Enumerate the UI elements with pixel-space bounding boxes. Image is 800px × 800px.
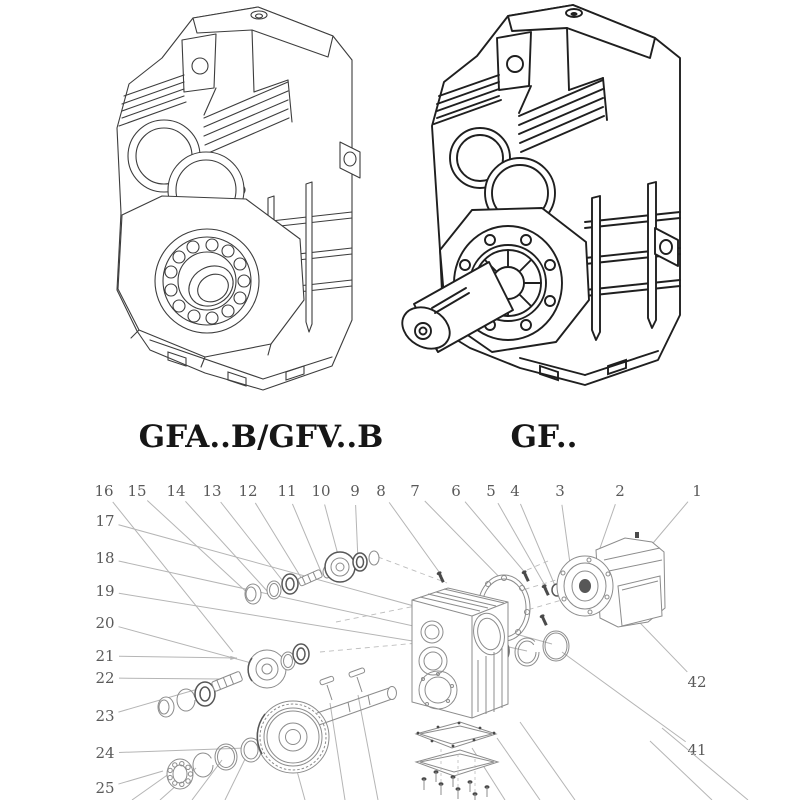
leader-line-25: [118, 771, 163, 784]
leader-line-8: [389, 502, 442, 576]
callout-number-41: 41: [687, 741, 707, 759]
bearing: [353, 553, 367, 571]
callout-number-42: 42: [687, 673, 707, 691]
callout-number-4: 4: [510, 482, 520, 500]
leader-line-21: [119, 656, 237, 658]
callout-layer: [94, 482, 706, 797]
o-ring: [543, 631, 569, 661]
gear: [325, 552, 355, 582]
callout-number-12: 12: [238, 482, 258, 500]
callout-21: [95, 647, 237, 665]
callout-9: [350, 482, 360, 561]
bearing: [195, 682, 215, 706]
leader-line-11: [292, 504, 322, 574]
output-shaft-flange: [395, 208, 589, 357]
callout-16: [94, 482, 233, 652]
callout-number-1: 1: [692, 482, 702, 500]
front-panel: [497, 32, 531, 90]
output-gear: [257, 701, 329, 773]
callout-25: [95, 771, 163, 797]
leader-line-15: [147, 500, 252, 597]
callout-number-20: 20: [95, 614, 115, 632]
callout-number-24: 24: [95, 744, 115, 762]
motor: [557, 532, 665, 627]
callout-23: [95, 689, 198, 725]
callout-number-18: 18: [95, 549, 115, 567]
leader-line-9: [356, 505, 358, 561]
callout-number-25: 25: [95, 779, 115, 797]
leader-line-12: [255, 503, 302, 579]
pinion-shaft: [298, 569, 323, 586]
sump-cover: [416, 750, 498, 776]
callout-number-23: 23: [95, 707, 115, 725]
callout-number-7: 7: [410, 482, 420, 500]
callout-number-16: 16: [94, 482, 114, 500]
callout-4: [510, 482, 556, 588]
callout-7: [410, 482, 512, 590]
leader-line-24: [119, 748, 246, 753]
callout-number-14: 14: [166, 482, 186, 500]
gear-housing: [412, 588, 509, 718]
leader-line-1: [648, 502, 688, 549]
callout-8: [376, 482, 442, 576]
gear-disc: [248, 650, 286, 688]
front-panel: [182, 34, 216, 92]
callout-number-9: 9: [350, 482, 360, 500]
callout-number-6: 6: [451, 482, 461, 500]
leader-line-20: [119, 627, 266, 667]
callout-number-2: 2: [615, 482, 625, 500]
callout-20: [95, 614, 266, 667]
callout-15: [127, 482, 252, 597]
bearing: [293, 644, 309, 664]
callout-number-19: 19: [95, 582, 115, 600]
sump-gasket: [416, 722, 496, 748]
callout-number-11: 11: [277, 482, 297, 500]
callout-number-17: 17: [95, 512, 115, 530]
callout-number-15: 15: [127, 482, 147, 500]
washer: [369, 551, 379, 565]
leader-arrowhead-21: [230, 656, 237, 660]
snap-ring: [515, 638, 539, 666]
callout-41: [562, 652, 707, 759]
intermediate-pinion: [211, 671, 243, 692]
callout-number-21: 21: [95, 647, 115, 665]
callout-number-8: 8: [376, 482, 386, 500]
callout-number-5: 5: [486, 482, 496, 500]
caption-gf: GF..: [510, 419, 578, 455]
callout-1: [648, 482, 702, 549]
caption-gfab-gfvb: GFA..B/GFV..B: [138, 419, 384, 455]
snap-ring: [193, 753, 213, 777]
ring: [215, 744, 237, 770]
gearbox-right-drawing: [395, 5, 680, 385]
gearbox-left-drawing: [117, 7, 360, 390]
callout-number-10: 10: [311, 482, 331, 500]
bearing: [282, 574, 298, 594]
callout-number-22: 22: [95, 669, 115, 687]
leader-line-41: [562, 652, 686, 742]
leader-line-13: [221, 502, 286, 585]
callout-number-13: 13: [202, 482, 222, 500]
callout-number-3: 3: [555, 482, 565, 500]
leader-line-22: [119, 678, 220, 679]
